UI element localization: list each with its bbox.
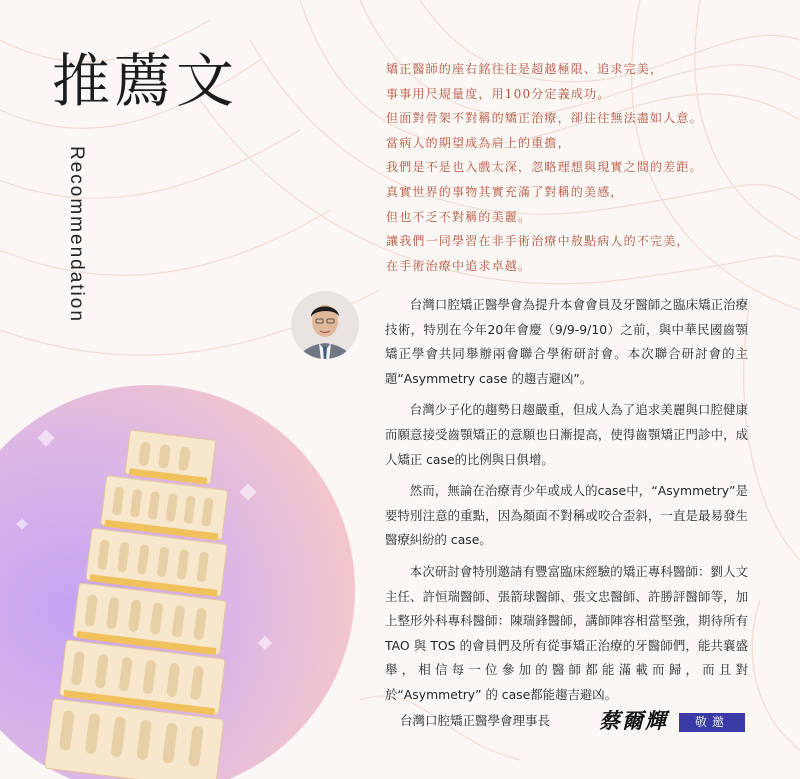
poem-line: 但也不乏不對稱的美麗。 [386,209,532,224]
author-portrait-image [291,291,359,379]
poem-line: 真實世界的事物其實充滿了對稱的美感， [386,184,624,199]
page-title: 推薦文 [52,47,239,115]
article-body [385,293,748,715]
signature-organization: 台灣口腔矯正醫學會理事長 [400,713,551,728]
poem-line: 但面對骨架不對稱的矯正治療，卻往往無法盡如人意。 [386,111,703,126]
poem-line: 我們是不是也入戲太深，忽略理想與現實之間的差距。 [386,160,703,175]
signature-name: 蔡爾輝 [599,708,668,733]
leaning-tower-illustration [0,395,300,779]
poem-line: 矯正醫師的座右銘往往是超越極限、追求完美， [386,62,664,76]
body-paragraph: 台灣口腔矯正醫學會為提升本會會員及牙醫師之臨床矯正治療技術，特別在今年20年會慶（9/9-9/10）之前，與中華民國齒顎矯正學會共同舉辦兩會聯合學術研討會。本次聯合研討會的主題“Asymmetry case 的趨吉避凶”。 [385,297,748,386]
poem-line: 事事用尺規量度，用100分定義成功。 [386,86,611,101]
poem-line: 讓我們一同學習在非手術治療中敖點病人的不完美， [386,234,690,249]
body-paragraph: 台灣少子化的趨勢日趨嚴重，但成人為了追求美麗與口腔健康而願意接受齒顎矯正的意願也日漸提高，使得齒顎矯正門診中，成人矯正 case的比例與日俱增。 [385,402,748,467]
poem-line: 當病人的期望成為肩上的重擔， [386,135,571,150]
body-paragraph: 然而，無論在治療青少年或成人的case中，“Asymmetry”是要特別注意的重點，因為顏面不對稱或咬合歪斜，一直是最易發生醫療糾紛的 case。 [385,483,748,548]
page-subtitle: Recommendation [66,146,87,323]
intro-poem [386,57,786,278]
body-paragraph: 本次研討會特別邀請有豐富臨床經驗的矯正專科醫師：劉人文主任、許恒瑞醫師、張箭球醫師、張文忠醫師、許勝評醫師等，加上整形外科專科醫師：陳瑞鋒醫師，講師陣容相當堅強，期待所有 TAO 與 TOS 的會員們及所有從事矯正治療的牙醫師們，能共襄盛舉，相信每一位參加的醫師都能滿載而歸，而且對於“Asymmetry” 的 case都能趨吉避凶。 [385,563,748,702]
poem-line: 在手術治療中追求卓越。 [386,258,532,273]
invitation-badge: 敬邀 [679,713,745,732]
